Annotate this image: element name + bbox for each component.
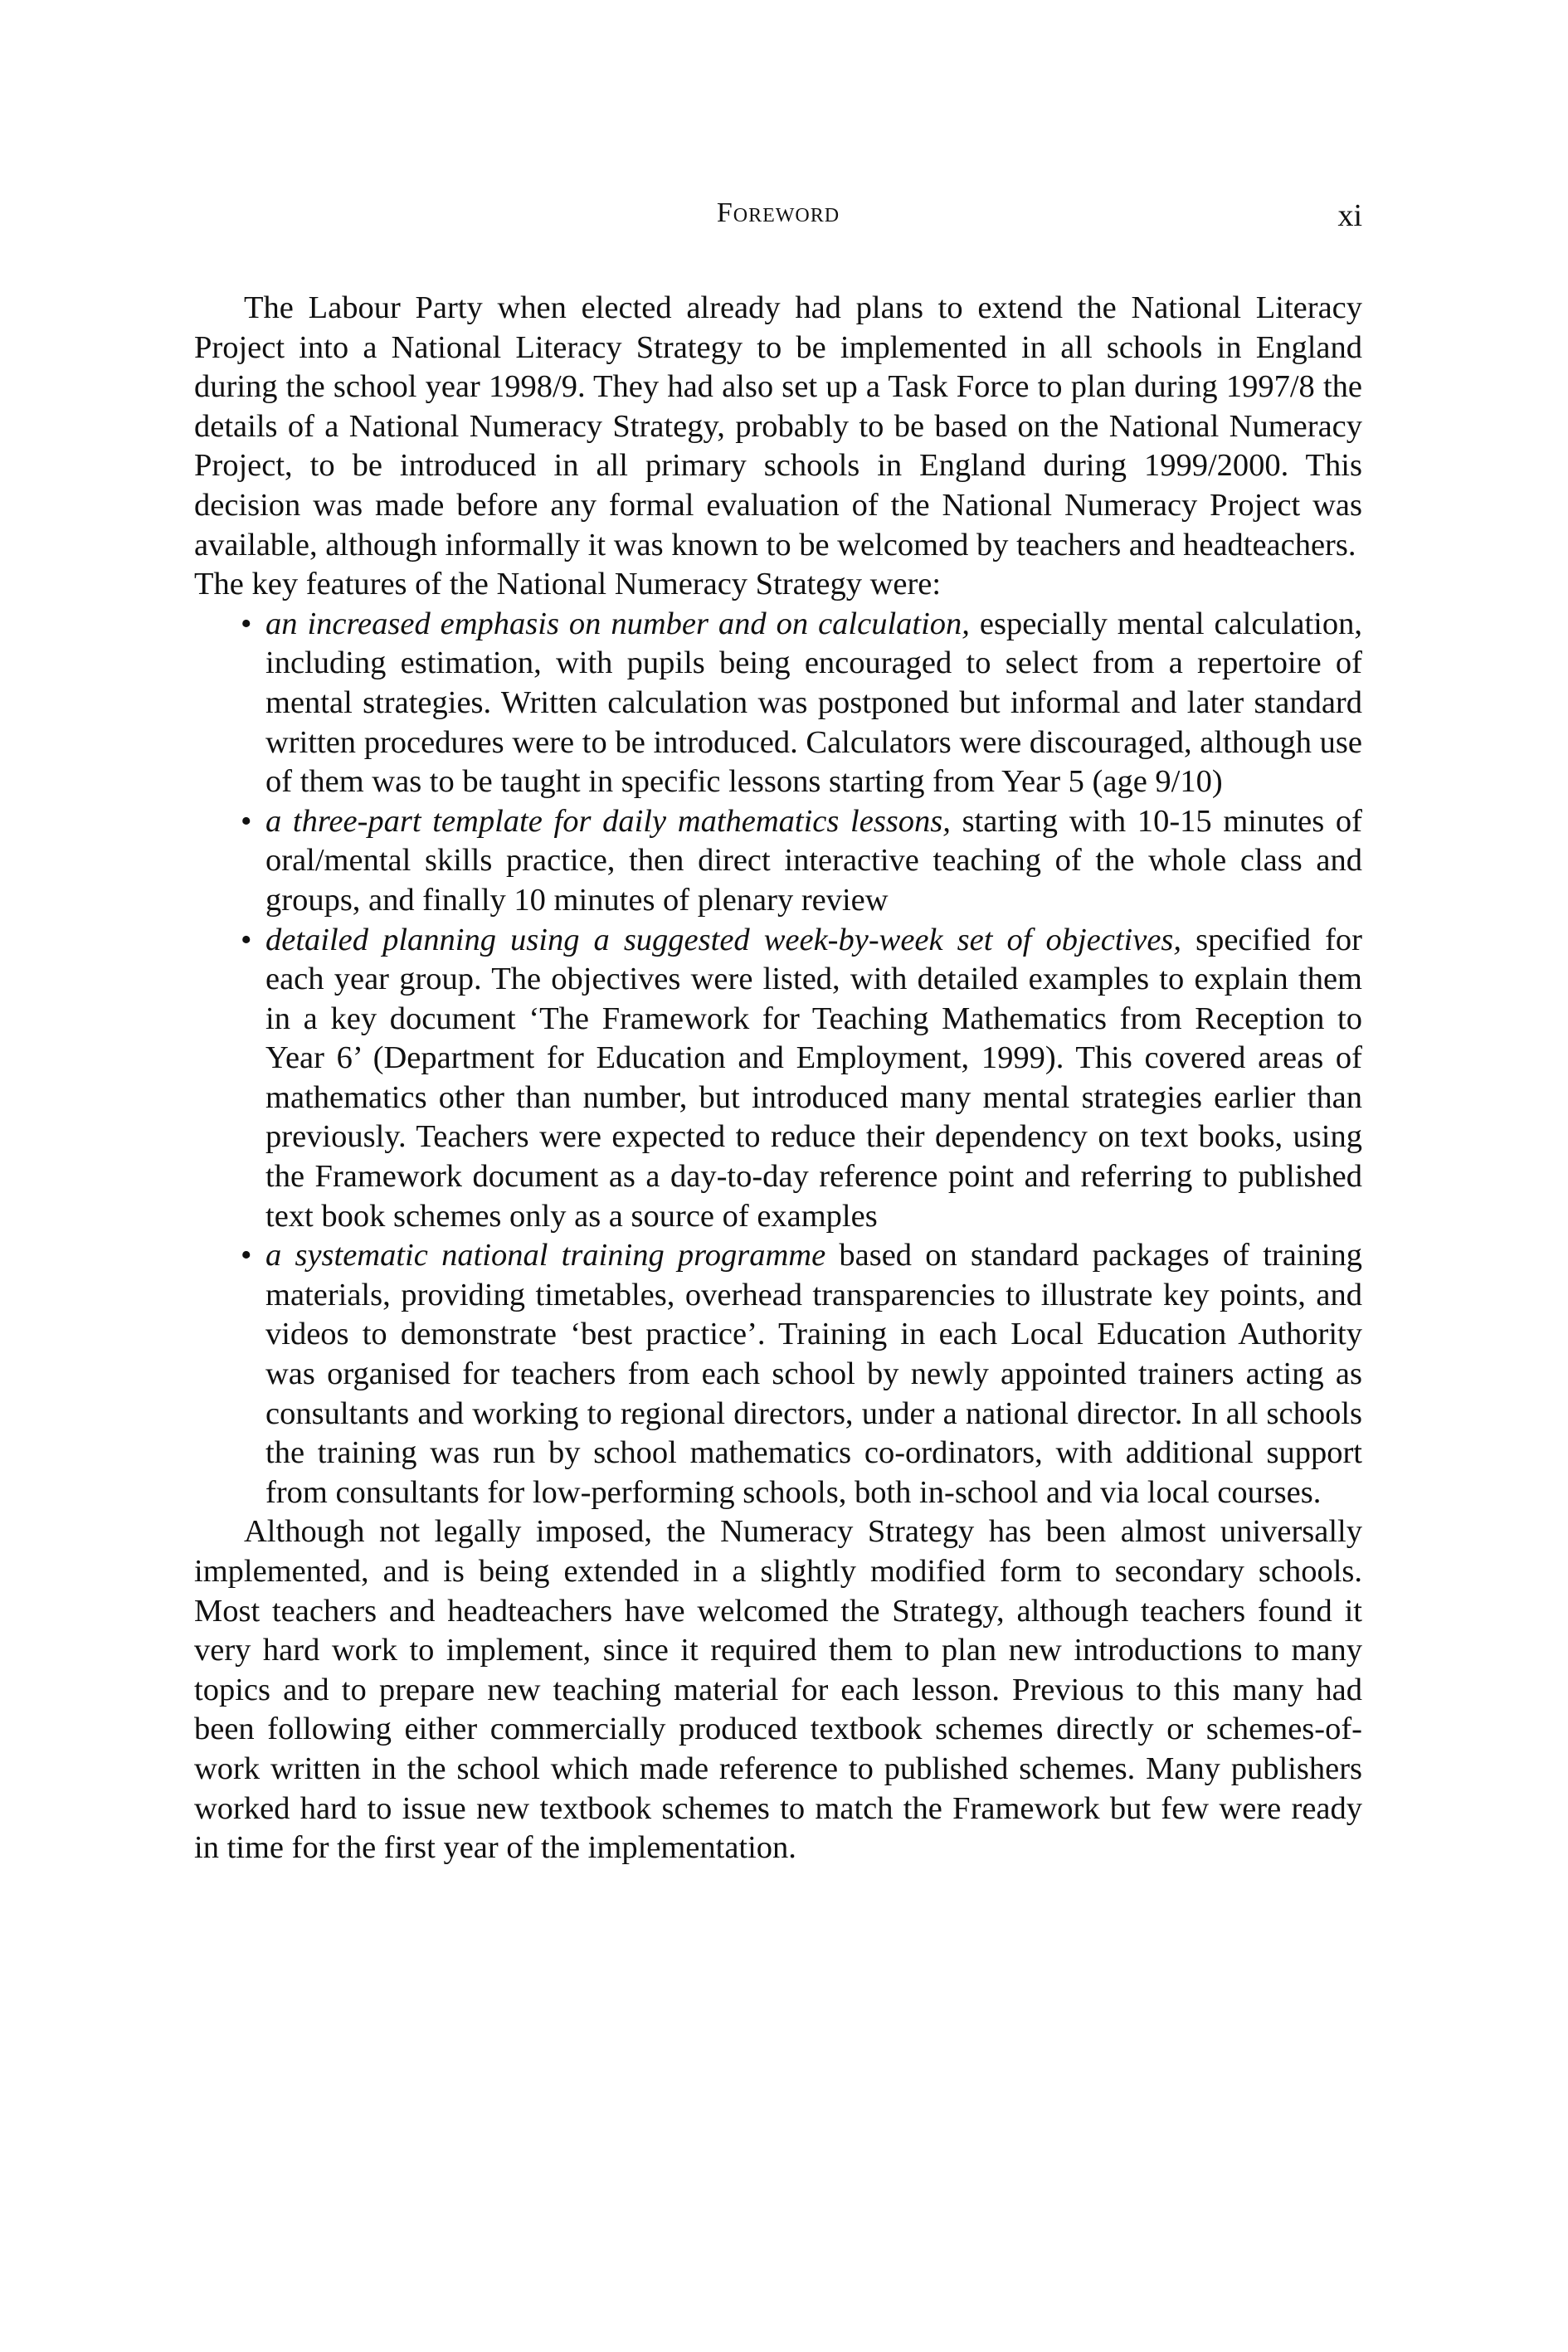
list-item	[194, 605, 1362, 802]
list-item	[194, 921, 1362, 1237]
list-item-text: starting with 10-15 minutes of oral/mental skills practice, then direct interactive teaching of the whole class and groups, and finally 10 minutes of plenary review	[265, 803, 1362, 918]
list-item-lead: a three-part template for daily mathematics lessons,	[265, 803, 951, 839]
list-item-lead: detailed planning using a suggested week-by-week set of objectives,	[265, 922, 1182, 957]
paragraph-key-features-lead: The key features of the National Numeracy Strategy were:	[194, 567, 942, 602]
list-item-lead: a systematic national training programme	[265, 1238, 826, 1273]
key-features-list	[194, 605, 1362, 1513]
bullet-marker: •	[241, 1238, 252, 1273]
list-item-lead: an increased emphasis on number and on calculation,	[265, 606, 970, 641]
body-text	[194, 289, 1362, 1868]
list-item-text: especially mental calculation, including estimation, with pupils being encouraged to select from a repertoire of mental strategies. Written calculation was postponed but informal and later standard written procedures were to be introduced. Calculators were discouraged, although use of them was to be taught in specific lessons starting from Year 5 (age 9/10)	[265, 606, 1362, 800]
list-item-text: based on standard packages of training materials, providing timetables, overhead transparencies to illustrate key points, and videos to demonstrate ‘best practice’. Training in each Local Education Authority was organised for teachers from each school by newly appointed trainers acting as consultants and working to regional directors, under a national director. In all schools the training was run by school mathematics co-ordinators, with additional support from consultants for low-performing schools, both in-school and via local courses.	[265, 1238, 1362, 1510]
bullet-marker: •	[241, 922, 252, 957]
list-item	[194, 802, 1362, 921]
running-title: Foreword	[716, 197, 840, 228]
list-item-text: specified for each year group. The objectives were listed, with detailed examples to explain them in a key document ‘The Framework for Teaching Mathematics from Reception to Year 6’ (Department for Education and Employment, 1999). This covered areas of mathematics other than number, but introduced many mental strategies earlier than previously. Teachers were expected to reduce their dependency on text books, using the Framework document as a day-to-day reference point and referring to published text book schemes only as a source of examples	[265, 922, 1362, 1234]
paragraph-implementation: Although not legally imposed, the Numeracy Strategy has been almost universally implemented, and is being extended in a slightly modified form to secondary schools. Most teachers and headteachers have welcomed the Strategy, although teachers found it very hard work to implement, since it required them to plan new introductions to many topics and to prepare new teaching material for each lesson. Previous to this many had been following either commercially produced textbook schemes directly or schemes-of-work written in the school which made reference to published schemes. Many publishers worked hard to issue new textbook schemes to match the Framework but few were ready in time for the first year of the implementation.	[194, 1514, 1362, 1866]
running-head	[194, 197, 1362, 239]
list-item	[194, 1236, 1362, 1512]
page-number: xi	[1337, 198, 1362, 233]
paragraph-intro: The Labour Party when elected already had plans to extend the National Literacy Project into a National Literacy Strategy to be implemented in all schools in England during the school year 1998/9. They had also set up a Task Force to plan during 1997/8 the details of a National Numeracy Strategy, probably to be based on the National Numeracy Project, to be introduced in all primary schools in England during 1999/2000. This decision was made before any formal evaluation of the National Numeracy Project was available, although informally it was known to be welcomed by teachers and headteachers.	[194, 290, 1362, 562]
bullet-marker: •	[241, 803, 252, 839]
bullet-marker: •	[241, 606, 252, 641]
